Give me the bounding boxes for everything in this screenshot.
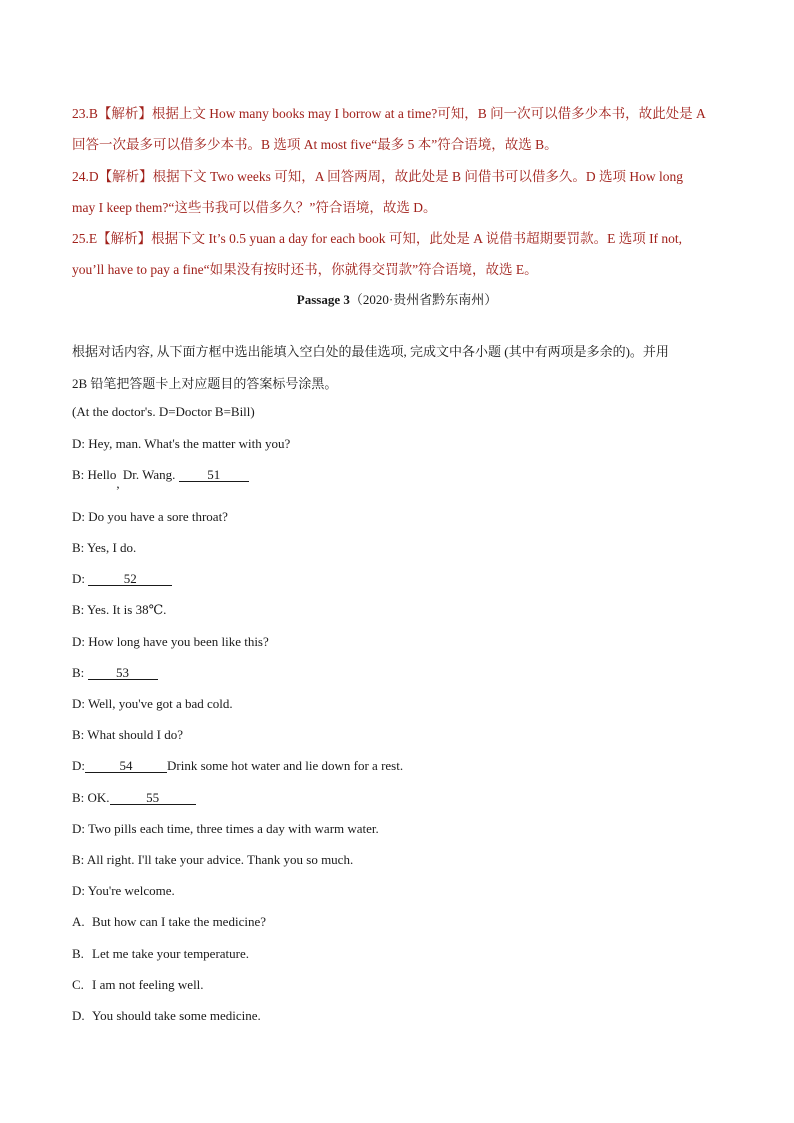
passage-heading	[0, 289, 794, 308]
dialogue-d6-text: Drink some hot water and lie down for a rest.	[167, 758, 404, 773]
dialogue-line-d4: D: How long have you been like this?	[72, 634, 269, 649]
option-b-letter: B.	[72, 946, 84, 961]
option-d-letter: D.	[72, 1008, 85, 1023]
dialogue-line-b7: B: All right. I'll take your advice. Thank you so much.	[72, 852, 354, 867]
dialogue-b1-comma: ,	[116, 476, 120, 491]
blank-54: 54	[85, 759, 167, 773]
dialogue-line-b5: B: What should I do?	[72, 727, 183, 742]
option-c-text: I am not feeling well.	[92, 977, 204, 992]
answer-24-line2: may I keep them?“这些书我可以借多久？”符合语境，故选 D。	[72, 200, 437, 215]
dialogue-line-d7: D: Two pills each time, three times a day with warm water.	[72, 821, 379, 836]
dialogue-line-d8: D: You're welcome.	[72, 883, 175, 898]
blank-53: 53	[88, 666, 158, 680]
option-b	[72, 946, 249, 962]
option-b-text: Let me take your temperature.	[92, 946, 250, 961]
dialogue-b6-prefix: B: OK.	[72, 790, 110, 805]
dialogue-b4-prefix: B:	[72, 665, 88, 680]
dialogue-d6-prefix: D:	[72, 758, 85, 773]
option-a-text: But how can I take the medicine?	[92, 914, 266, 929]
answer-25-line2: you’ll have to pay a fine“如果没有按时还书，你就得交罚款”符合语境，故选 E。	[72, 262, 538, 277]
option-c	[72, 977, 204, 993]
passage-title: Passage 3	[296, 292, 350, 307]
dialogue-d3-prefix: D:	[72, 571, 89, 586]
dialogue-line-d5: D: Well, you've got a bad cold.	[72, 696, 233, 711]
dialogue-line-b4	[72, 665, 158, 681]
blank-52: 52	[88, 572, 172, 586]
dialogue-line-d1: D: Hey, man. What's the matter with you?	[72, 436, 291, 451]
blank-51: 51	[179, 468, 249, 482]
dialogue-line-d3	[72, 571, 172, 587]
dialogue-b1-text: B: Hello	[72, 467, 117, 482]
answer-25-line1: 25.E【解析】根据下文 It’s 0.5 yuan a day for each book 可知，此处是 A 说借书超期要罚款。E 选项 If not,	[72, 231, 683, 246]
answer-24-line1: 24.D【解析】根据下文 Two weeks 可知，A 回答两周，故此处是 B 问借书可以借多久。D 选项 How long	[72, 169, 684, 184]
scene-description: (At the doctor's. D=Doctor B=Bill)	[72, 404, 255, 419]
dialogue-line-d2: D: Do you have a sore throat?	[72, 509, 228, 524]
dialogue-b1-text-post: Dr. Wang.	[119, 467, 179, 482]
dialogue-line-b2: B: Yes, I do.	[72, 540, 137, 555]
option-a	[72, 914, 266, 930]
option-d	[72, 1008, 261, 1024]
instructions-line1: 根据对话内容, 从下面方框中选出能填入空白处的最佳选项, 完成文中各小题 (其中有两项是多余的)。并用	[72, 344, 669, 359]
instructions-line2: 2B 铅笔把答题卡上对应题目的答案标号涂黑。	[72, 376, 338, 391]
option-c-letter: C.	[72, 977, 84, 992]
answer-23-line2: 回答一次最多可以借多少本书。B 选项 At most five“最多 5 本”符合语境，故选 B。	[72, 137, 558, 152]
dialogue-line-b1	[72, 467, 249, 491]
option-d-text: You should take some medicine.	[92, 1008, 261, 1023]
dialogue-line-d6	[72, 758, 403, 774]
answer-23-line1: 23.B【解析】根据上文 How many books may I borrow at a time?可知，B 问一次可以借多少本书，故此处是 A	[72, 106, 706, 121]
passage-source: （2020·贵州省黔东南州）	[349, 292, 498, 307]
dialogue-line-b6	[72, 790, 196, 806]
blank-55: 55	[110, 791, 196, 805]
option-a-letter: A.	[72, 914, 85, 929]
dialogue-line-b3: B: Yes. It is 38℃.	[72, 602, 167, 617]
